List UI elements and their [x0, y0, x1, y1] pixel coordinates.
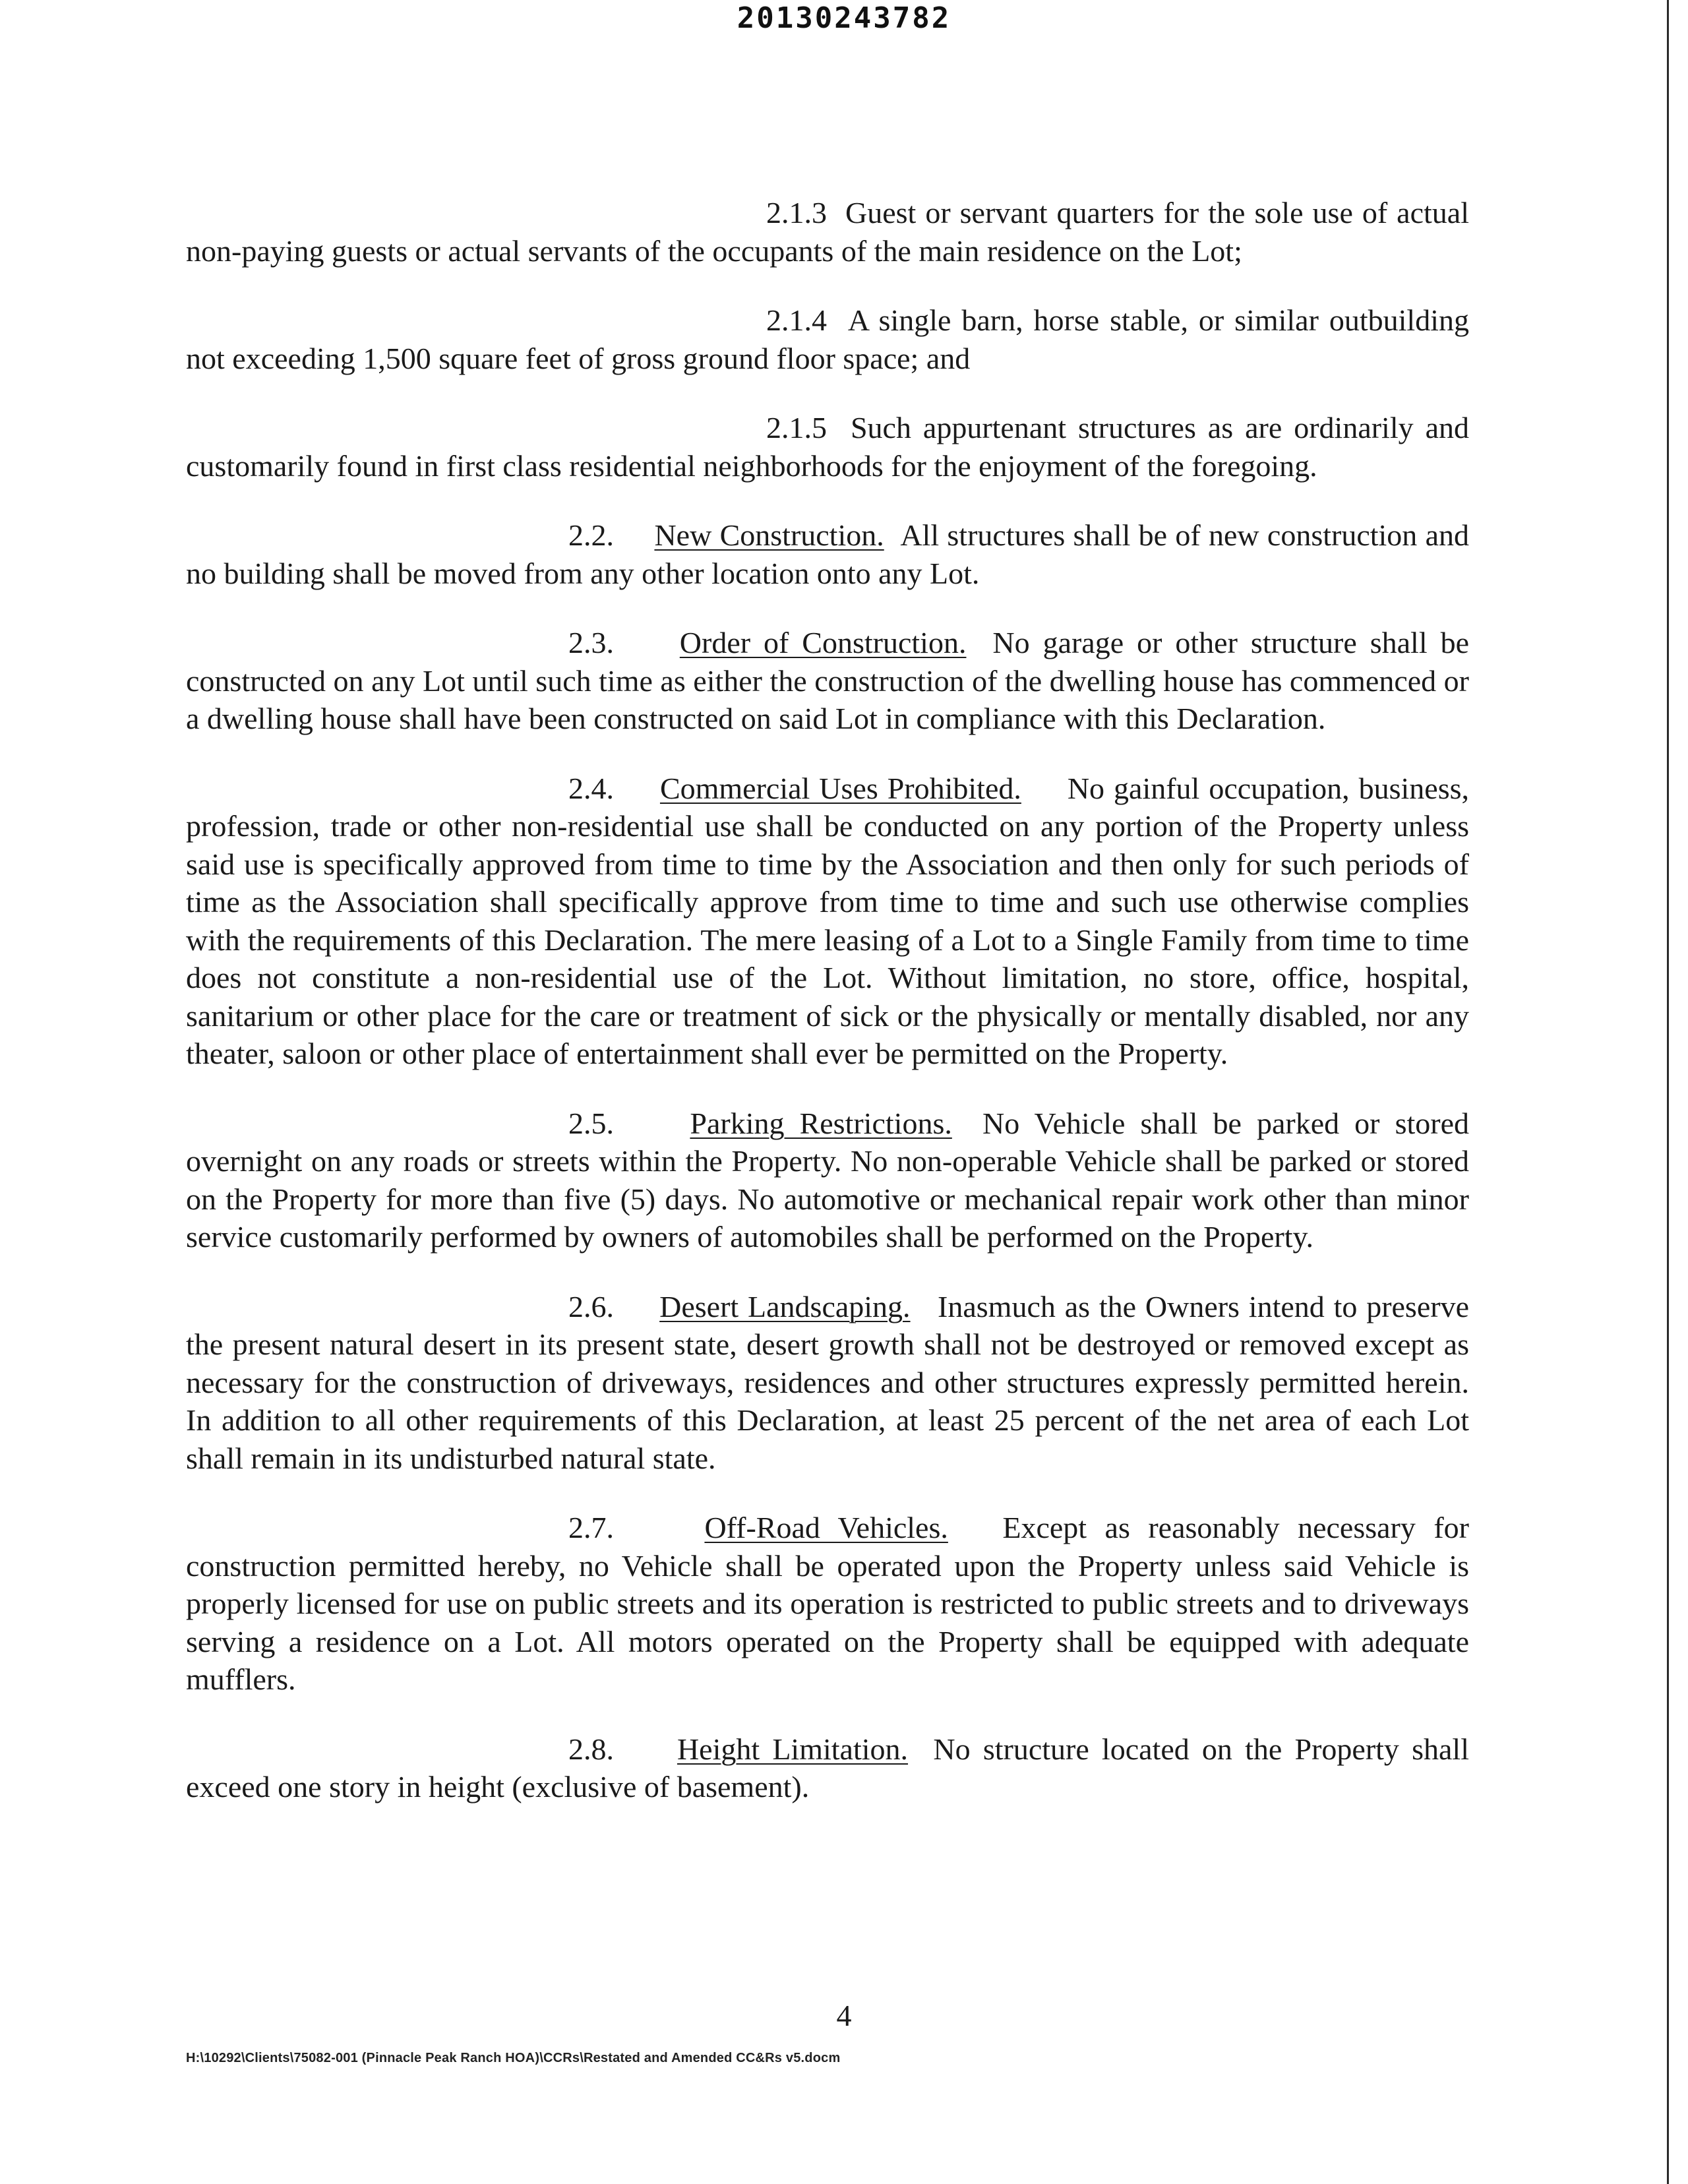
paragraph-text: No Vehicle shall be parked or stored overnight on any roads or streets within the Property. No non-operable Vehicle shall be parked or stored on the Property for more than five (5) days. No automotive or mechanical repair work other than minor service customarily performed by owners of automobiles shall be performed on the Property. [186, 1106, 1470, 1254]
scan-edge-line [1667, 0, 1669, 2184]
paragraph-text: No structure located on the Property shall exceed one story in height (exclusive of basement). [186, 1732, 1469, 1804]
document-number: 20130243782 [737, 1, 951, 35]
paragraph-number: 2.1.3 [766, 196, 827, 229]
paragraph-text: No garage or other structure shall be constructed on any Lot until such time as either the construction of the dwelling house has commenced or a dwelling house shall have been constructed on said Lot in compliance with this Declaration. [186, 626, 1469, 735]
paragraph-number: 2.6. [568, 1289, 614, 1323]
paragraph-2-3 [186, 624, 1469, 738]
paragraph-2-1-5 [186, 409, 1469, 485]
paragraph-text: Guest or servant quarters for the sole use of actual non-paying guests or actual servants of the occupants of the main residence on the Lot; [186, 196, 1469, 268]
paragraph-number: 2.1.5 [766, 411, 827, 444]
paragraph-text: Inasmuch as the Owners intend to preserve the present natural desert in its present state, desert growth shall not be destroyed or removed except as necessary for the construction of driveways, residences and other structures expressly permitted herein. In addition to all other requirements of this Declaration, at least 25 percent of the net area of each Lot shall remain in its undisturbed natural state. [186, 1289, 1469, 1475]
paragraph-2-2 [186, 516, 1469, 592]
paragraph-text: All structures shall be of new construction and no building shall be moved from any other location onto any Lot. [186, 518, 1470, 590]
paragraph-2-7 [186, 1509, 1469, 1699]
page-number: 4 [836, 1999, 852, 2032]
section-heading: Desert Landscaping. [659, 1289, 911, 1323]
section-heading: Off-Road Vehicles. [704, 1511, 948, 1544]
paragraph-number: 2.5. [568, 1106, 614, 1140]
section-heading: Commercial Uses Prohibited. [659, 771, 1021, 805]
section-heading: Parking Restrictions. [690, 1106, 952, 1140]
paragraph-2-6 [186, 1288, 1469, 1478]
paragraph-2-4 [186, 770, 1469, 1073]
section-heading: Order of Construction. [679, 626, 967, 659]
paragraph-number: 2.7. [568, 1511, 614, 1544]
paragraph-text: A single barn, horse stable, or similar outbuilding not exceeding 1,500 square feet of gross ground floor space; and [186, 303, 1469, 375]
section-heading: New Construction. [654, 518, 884, 552]
paragraph-text: Such appurtenant structures as are ordinarily and customarily found in first class residential neighborhoods for the enjoyment of the foregoing. [186, 411, 1469, 483]
footer-file-path: H:\10292\Clients\75082-001 (Pinnacle Peak Ranch HOA)\CCRs\Restated and Amended CC&Rs v5.docm [186, 2051, 841, 2065]
paragraph-text: Except as reasonably necessary for construction permitted hereby, no Vehicle shall be operated upon the Property unless said Vehicle is properly licensed for use on public streets and its operation is restricted to public streets and to driveways serving a residence on a Lot. All motors operated on the Property shall be equipped with adequate mufflers. [186, 1511, 1469, 1696]
paragraph-2-8 [186, 1730, 1469, 1806]
paragraph-number: 2.2. [568, 518, 614, 552]
document-body [186, 194, 1469, 1838]
paragraph-number: 2.1.4 [766, 303, 827, 337]
paragraph-2-1-3 [186, 194, 1469, 270]
section-heading: Height Limitation. [677, 1732, 909, 1766]
paragraph-number: 2.4. [568, 771, 614, 805]
paragraph-number: 2.3. [568, 626, 614, 659]
paragraph-text: No gainful occupation, business, profession, trade or other non-residential use shall be conducted on any portion of the Property unless said use is specifically approved from time to time by the Association and then only for such periods of time as the Association shall specifically approve from time to time and such use otherwise complies with the requirements of this Declaration. The mere leasing of a Lot to a Single Family from time to time does not constitute a non-residential use of the Lot. Without limitation, no store, office, hospital, sanitarium or other place for the care or treatment of sick or the physically or mentally disabled, nor any theater, saloon or other place of entertainment shall ever be permitted on the Property. [186, 771, 1470, 1070]
paragraph-2-5 [186, 1105, 1469, 1256]
paragraph-number: 2.8. [568, 1732, 614, 1766]
paragraph-2-1-4 [186, 301, 1469, 377]
